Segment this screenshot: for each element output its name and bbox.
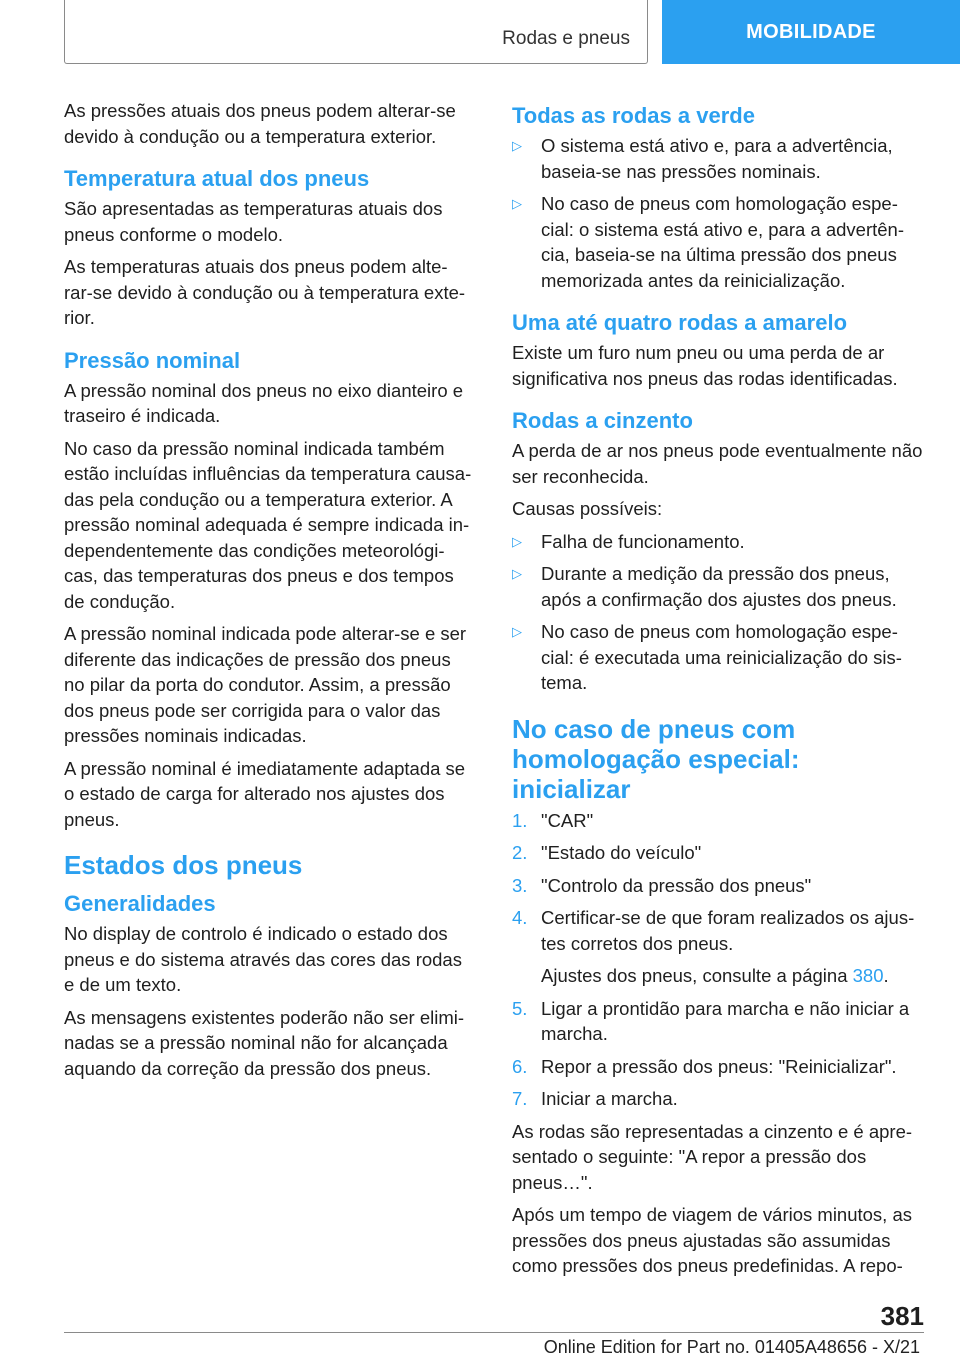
section-title: Rodas e pneus [502, 28, 630, 49]
footer-edition: Online Edition for Part no. 01405A48656 - X/21 [543, 1337, 920, 1357]
step-item [512, 840, 924, 866]
step-item [512, 808, 924, 834]
paragraph: Após um tempo de viagem de vários minutos, as pressões dos pneus ajustadas são assumidas como pressões dos pneus predefinidas. A repo- [512, 1204, 912, 1276]
step-text: Iniciar a marcha. [541, 1088, 678, 1109]
triangle-right-icon: ▷ [512, 533, 522, 549]
paragraph: As rodas são representadas a cinzento e é apre-sentado o seguinte: "A repor a pressão dos pneus…". [512, 1120, 913, 1193]
list-item-text: No caso de pneus com homologação espe-cial: é executada uma reinicialização do sis-tema. [541, 621, 902, 693]
paragraph: A perda de ar nos pneus pode eventualmente não ser reconhecida. [512, 440, 923, 487]
step-text: "CAR" [541, 809, 594, 831]
list-item [512, 561, 924, 612]
triangle-right-icon: ▷ [512, 566, 522, 581]
step-note [512, 963, 924, 989]
heading-general: Generalidades [64, 891, 216, 916]
step-number: 1. [512, 809, 528, 831]
paragraph: As temperaturas atuais dos pneus podem alte-rar-se devido à condução ou à temperatura exte-rior. [64, 256, 466, 328]
paragraph: A pressão nominal dos pneus no eixo dianteiro e traseiro é indicada. [64, 379, 464, 426]
triangle-right-icon: ▷ [512, 138, 522, 153]
step-number: 2. [512, 842, 528, 863]
list-item [512, 529, 924, 555]
list-item-text: Durante a medição da pressão dos pneus, após a confirmação dos ajustes dos pneus. [541, 563, 897, 610]
step-item [512, 1086, 924, 1112]
triangle-right-icon: ▷ [512, 624, 522, 639]
heading-tire-states: Estados dos pneus [64, 850, 303, 880]
step-item [512, 996, 924, 1047]
left-column [64, 98, 476, 1088]
step-note-text: Ajustes dos pneus, consulte a página [541, 965, 848, 986]
heading-nominal-pressure: Pressão nominal [64, 347, 241, 373]
chapter-tab: MOBILIDADE [662, 0, 960, 64]
list-item [512, 619, 924, 696]
step-text: "Controlo da pressão dos pneus" [541, 874, 812, 896]
page-link[interactable]: 380 [852, 965, 884, 986]
step-text: Ligar a prontidão para marcha e não iniciar a marcha. [541, 997, 910, 1044]
list-item [512, 133, 924, 184]
paragraph: Existe um furo num pneu ou uma perda de ar significativa nos pneus das rodas identificadas. [512, 342, 898, 389]
paragraph: A pressão nominal indicada pode alterar-se e ser diferente das indicações de pressão dos pneus no pilar da porta do condutor. Assim, a pressão dos pneus pode ser corrigida para o valor das pressões nominais indicadas. [64, 623, 467, 746]
step-item [512, 905, 924, 956]
intro-paragraph: As pressões atuais dos pneus podem alterar-se devido à condução ou a temperatura exterior. [64, 100, 456, 147]
paragraph: A pressão nominal é imediatamente adaptada se o estado de carga for alterado nos ajustes dos pneus. [64, 757, 466, 830]
heading-current-temperature: Temperatura atual dos pneus [64, 166, 370, 191]
list-item-text: No caso de pneus com homologação espe-cial: o sistema está ativo e, para a advertên-cia, baseia-se na última pressão dos pneus memorizada antes da reinicialização. [541, 193, 904, 291]
paragraph: No display de controlo é indicado o estado dos pneus e do sistema através das cores das rodas e de um texto. [64, 923, 462, 995]
paragraph: São apresentadas as temperaturas atuais dos pneus conforme o modelo. [64, 198, 443, 245]
step-text: Repor a pressão dos pneus: "Reinicializar". [541, 1055, 897, 1077]
heading-special-init: No caso de pneus com homologação especial: inicializar [512, 713, 800, 804]
list-item-text: Falha de funcionamento. [541, 530, 745, 552]
step-text: Certificar-se de que foram realizados os ajus-tes corretos dos pneus. [541, 907, 915, 954]
step-number: 4. [512, 907, 528, 928]
heading-yellow-wheels: Uma até quatro rodas a amarelo [512, 310, 848, 335]
step-number: 5. [512, 997, 528, 1019]
step-item [512, 1054, 924, 1080]
footer-divider [64, 1332, 924, 1333]
page-number: 381 [880, 1301, 924, 1331]
step-item [512, 873, 924, 899]
paragraph: No caso da pressão nominal indicada também estão incluídas influências da temperatura causa-das pela condução ou a temperatura exterior. A pressão nominal adequada é sempre indicada in-dependentemente das condições meteorológi-cas, das temperaturas dos pneus e dos tempos de condução. [64, 437, 472, 612]
step-number: 7. [512, 1088, 528, 1109]
paragraph: As mensagens existentes poderão não ser elimi-nadas se a pressão nominal não for alcançada aquando da correção da pressão dos pneus. [64, 1006, 465, 1079]
list-item-text: O sistema está ativo e, para a advertência, baseia-se nas pressões nominais. [541, 135, 893, 182]
heading-grey-wheels: Rodas a cinzento [512, 408, 693, 433]
heading-all-green: Todas as rodas a verde [512, 103, 755, 128]
step-number: 3. [512, 874, 528, 896]
right-column [512, 98, 924, 1286]
step-number: 6. [512, 1055, 528, 1077]
step-text: "Estado do veículo" [541, 842, 702, 863]
list-item [512, 191, 924, 293]
paragraph: Causas possíveis: [512, 498, 663, 519]
triangle-right-icon: ▷ [512, 196, 522, 211]
step-note-end: . [883, 965, 889, 986]
